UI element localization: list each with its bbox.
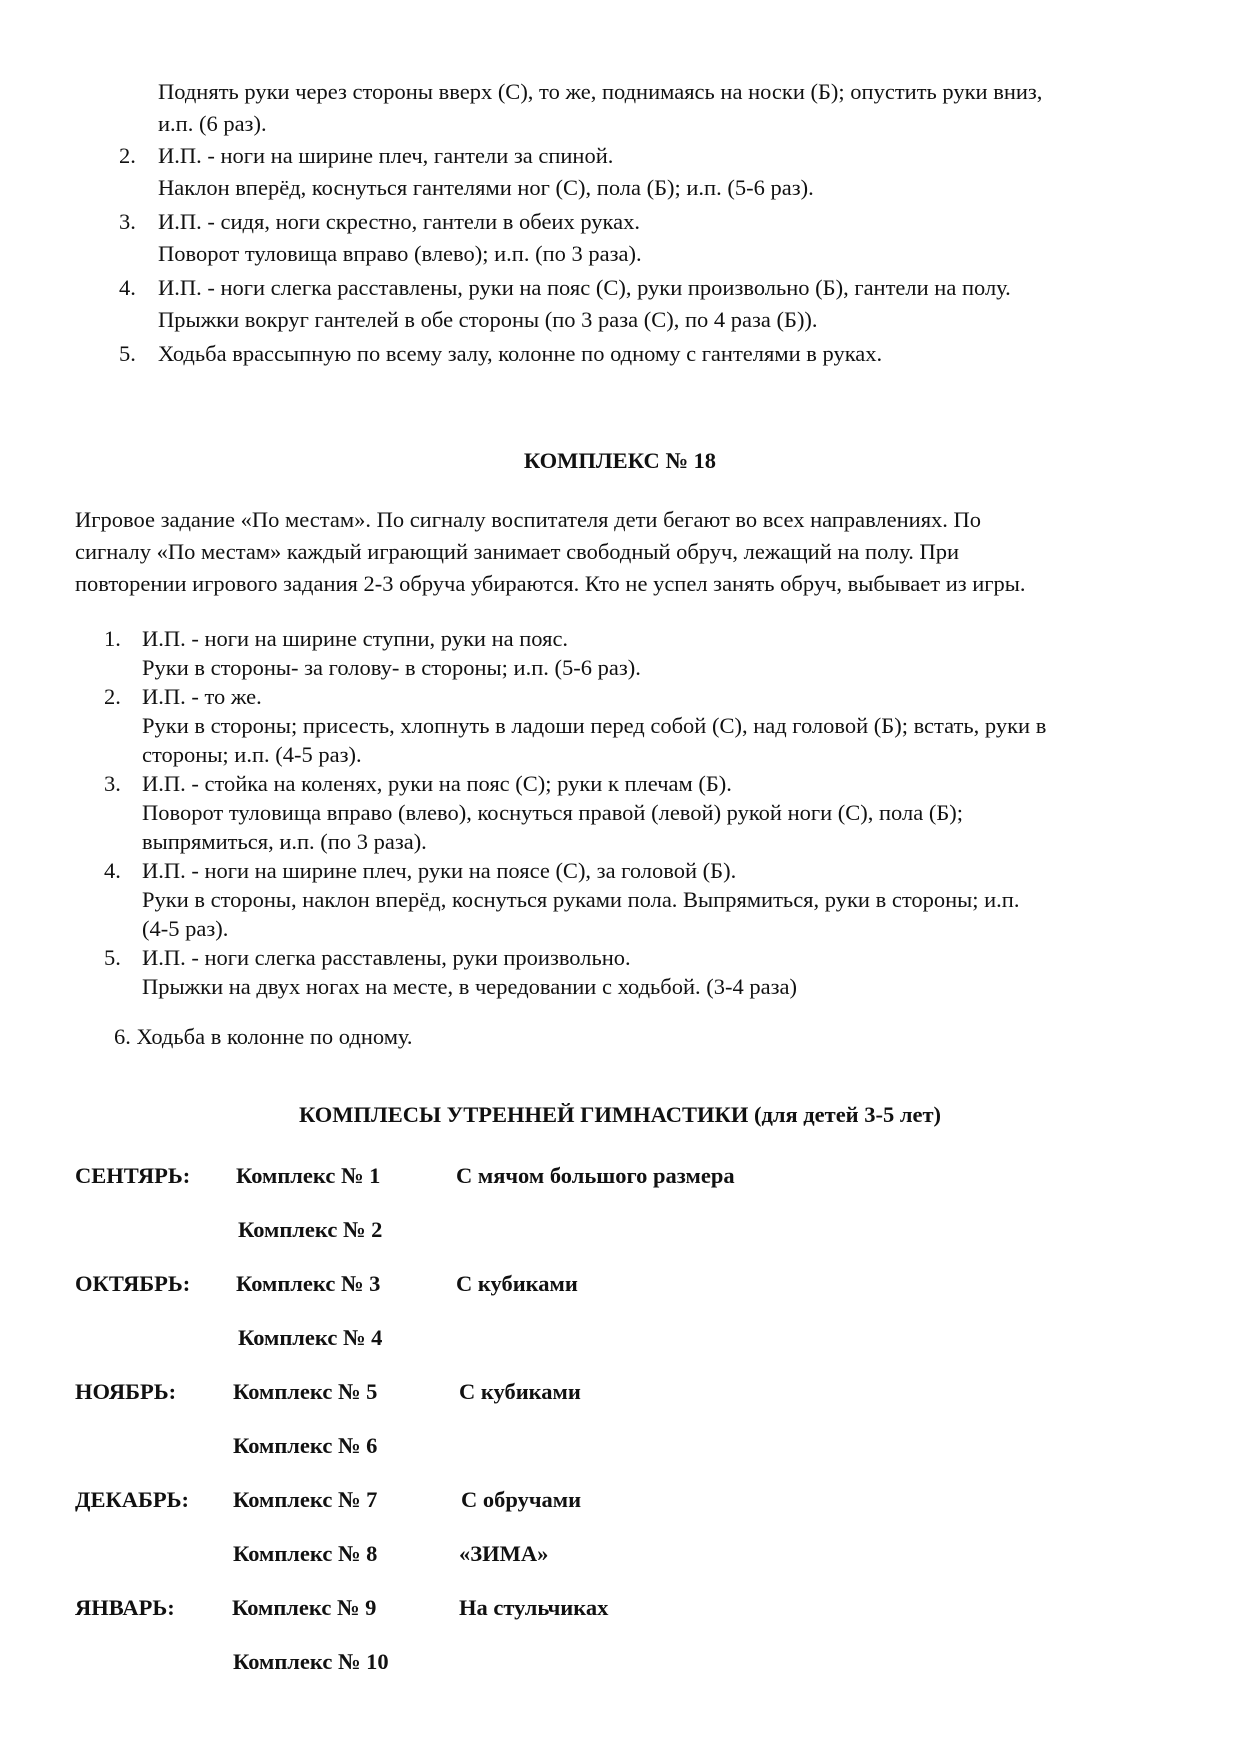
complex-18-heading: КОМПЛЕКС № 18 bbox=[523, 448, 717, 473]
month-label: ДЕКАБРЬ: bbox=[75, 1487, 190, 1512]
list-item-number: 2. bbox=[104, 684, 121, 709]
list-item-number: 3. bbox=[119, 209, 136, 234]
list-item-line: Ходьба врассыпную по всему залу, колонне по одному с гантелями в руках. bbox=[158, 341, 883, 366]
intro-line: сигналу «По местам» каждый играющий занимает свободный обруч, лежащий на полу. При bbox=[75, 539, 960, 564]
intro-line: Игровое задание «По местам». По сигналу воспитателя дети бегают во всех направлениях. По bbox=[75, 507, 982, 532]
list-item-line: стороны; и.п. (4-5 раз). bbox=[142, 742, 362, 767]
schedule-heading: КОМПЛЕСЫ УТРЕННЕЙ ГИМНАСТИКИ (для детей 3-5 лет) bbox=[298, 1102, 942, 1127]
list-item-number: 1. bbox=[104, 626, 121, 651]
list-item-line: И.П. - ноги на ширине ступни, руки на пояс. bbox=[142, 626, 569, 651]
list-item-number: 4. bbox=[119, 275, 136, 300]
month-label: ОКТЯБРЬ: bbox=[75, 1271, 191, 1296]
list-item-line: И.П. - сидя, ноги скрестно, гантели в обеих руках. bbox=[158, 209, 641, 234]
complex-label: Комплекс № 1 bbox=[236, 1163, 381, 1188]
complex-label: Комплекс № 9 bbox=[232, 1595, 377, 1620]
list-item-line: Поворот туловища вправо (влево), коснуться правой (левой) рукой ноги (С), пола (Б); bbox=[142, 800, 964, 825]
month-label: СЕНТЯРЬ: bbox=[75, 1163, 191, 1188]
complex-note: С мячом большого размера bbox=[456, 1163, 735, 1188]
list-item-line: Руки в стороны, наклон вперёд, коснуться руками пола. Выпрямиться, руки в стороны; и.п. bbox=[142, 887, 1020, 912]
list-item-line: И.П. - ноги слегка расставлены, руки на пояс (С), руки произвольно (Б), гантели на полу. bbox=[158, 275, 1011, 300]
list-item-line: Руки в стороны; присесть, хлопнуть в ладоши перед собой (С), над головой (Б); встать, руки в bbox=[142, 713, 1047, 738]
list-item-line: 6. Ходьба в колонне по одному. bbox=[114, 1024, 413, 1049]
list-item-line: (4-5 раз). bbox=[142, 916, 229, 941]
complex-note: С обручами bbox=[461, 1487, 582, 1512]
list-item-line: Прыжки на двух ногах на месте, в чередовании с ходьбой. (3-4 раза) bbox=[142, 974, 797, 999]
list-item-line: И.П. - ноги на ширине плеч, руки на поясе (С), за головой (Б). bbox=[142, 858, 737, 883]
list-item-line: Поворот туловища вправо (влево); и.п. (по 3 раза). bbox=[158, 241, 642, 266]
month-label: НОЯБРЬ: bbox=[75, 1379, 177, 1404]
list-item-line: И.П. - стойка на коленях, руки на пояс (С); руки к плечам (Б). bbox=[142, 771, 732, 796]
complex-note: С кубиками bbox=[456, 1271, 578, 1296]
complex-label: Комплекс № 8 bbox=[233, 1541, 378, 1566]
list-item-number: 5. bbox=[104, 945, 121, 970]
list-item-line: Наклон вперёд, коснуться гантелями ног (С), пола (Б); и.п. (5-6 раз). bbox=[158, 175, 814, 200]
list-item-line: Прыжки вокруг гантелей в обе стороны (по 3 раза (С), по 4 раза (Б)). bbox=[158, 307, 818, 332]
complex-note: «ЗИМА» bbox=[459, 1541, 549, 1566]
list-item-number: 4. bbox=[104, 858, 121, 883]
month-label: ЯНВАРЬ: bbox=[75, 1595, 175, 1620]
list-item-line: Руки в стороны- за голову- в стороны; и.п. (5-6 раз). bbox=[142, 655, 641, 680]
complex-label: Комплекс № 5 bbox=[233, 1379, 378, 1404]
complex-note: На стульчиках bbox=[459, 1595, 609, 1620]
complex-label: Комплекс № 10 bbox=[233, 1649, 389, 1674]
intro-line: повторении игрового задания 2-3 обруча убираются. Кто не успел занять обруч, выбывает из игры. bbox=[75, 571, 1026, 596]
list-item-line: и.п. (6 раз). bbox=[158, 111, 267, 136]
list-item-number: 2. bbox=[119, 143, 136, 168]
complex-label: Комплекс № 4 bbox=[238, 1325, 383, 1350]
complex-label: Комплекс № 2 bbox=[238, 1217, 383, 1242]
complex-label: Комплекс № 7 bbox=[233, 1487, 378, 1512]
complex-label: Комплекс № 6 bbox=[233, 1433, 378, 1458]
list-item-number: 5. bbox=[119, 341, 136, 366]
list-item-line: выпрямиться, и.п. (по 3 раза). bbox=[142, 829, 427, 854]
list-item-line: И.П. - ноги слегка расставлены, руки произвольно. bbox=[142, 945, 631, 970]
list-item-number: 3. bbox=[104, 771, 121, 796]
list-item-line: И.П. - то же. bbox=[142, 684, 262, 709]
complex-label: Комплекс № 3 bbox=[236, 1271, 381, 1296]
list-item-line: Поднять руки через стороны вверх (С), то же, поднимаясь на носки (Б); опустить руки вниз, bbox=[158, 79, 1043, 104]
complex-note: С кубиками bbox=[459, 1379, 581, 1404]
list-item-line: И.П. - ноги на ширине плеч, гантели за спиной. bbox=[158, 143, 614, 168]
